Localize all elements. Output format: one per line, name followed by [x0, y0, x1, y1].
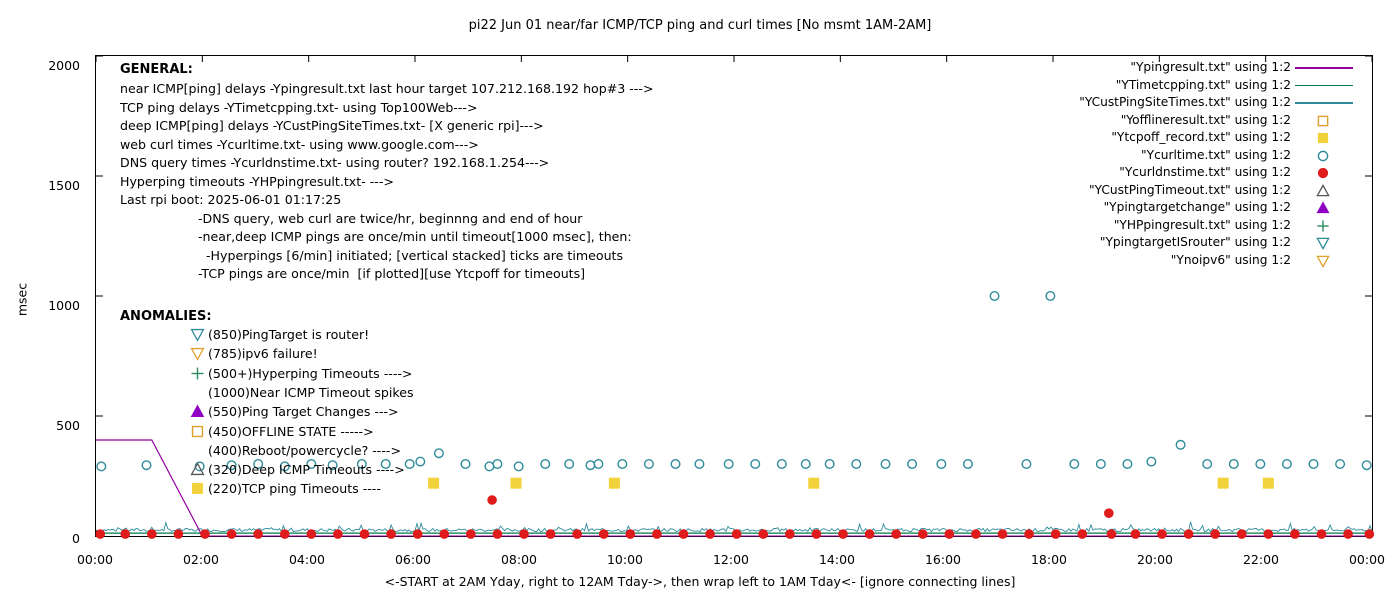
legend-key-triangle-up-open-icon: [1295, 183, 1353, 199]
legend-key-line-icon: [1295, 78, 1353, 94]
anomaly-plus-icon: [190, 366, 206, 382]
general-line-6: Last rpi boot: 2025-06-01 01:17:25: [120, 192, 342, 207]
legend-label: "YTimetcpping.txt" using 1:2: [1115, 77, 1291, 92]
y-tick-500: 500: [56, 418, 80, 433]
general-line-4: DNS query times -Ycurldnstime.txt- using router? 192.168.1.254--->: [120, 155, 550, 170]
anomaly-label: (400)Reboot/powercycle? ---->: [208, 442, 401, 458]
legend-label: "Ynoipv6" using 1:2: [1170, 252, 1291, 267]
legend-label: "Ypingresult.txt" using 1:2: [1130, 60, 1291, 74]
legend-label: "Ypingtargetchange" using 1:2: [1103, 200, 1291, 214]
x-tick-11: 22:00: [1242, 552, 1280, 567]
general-line-0: near ICMP[ping] delays -Ypingresult.txt last hour target 107.212.168.192 hop#3 --->: [120, 81, 654, 96]
legend-label: "YHPpingresult.txt" using 1:2: [1113, 217, 1291, 232]
y-tick-1500: 1500: [48, 178, 80, 193]
chart-title: pi22 Jun 01 near/far ICMP/TCP ping and curl times [No msmt 1AM-2AM]: [468, 18, 932, 33]
anomalies-heading: ANOMALIES:: [120, 309, 212, 324]
x-tick-5: 10:00: [606, 552, 644, 567]
anomaly-triangle-up-open-icon: [190, 462, 206, 478]
anomaly-triangle-up-filled-icon: [190, 404, 206, 420]
anomaly-triangle-down-open-icon: [190, 327, 206, 343]
general-heading: GENERAL:: [120, 62, 193, 77]
x-tick-2: 04:00: [288, 552, 326, 567]
general-line-3: web curl times -Ycurltime.txt- using www.google.com--->: [120, 136, 479, 152]
x-tick-12: 00:00: [1348, 552, 1386, 567]
general-subline-2: -Hyperpings [6/min] initiated; [vertical stacked] ticks are timeouts: [206, 247, 624, 263]
legend-label: "Ytcpoff_record.txt" using 1:2: [1111, 130, 1291, 144]
legend-label: "YCustPingTimeout.txt" using 1:2: [1089, 182, 1291, 197]
anomaly-label: (550)Ping Target Changes --->: [208, 404, 399, 420]
general-line-2: deep ICMP[ping] delays -YCustPingSiteTimes.txt- [X generic rpi]--->: [120, 118, 544, 133]
anomaly-label: (220)TCP ping Timeouts ----: [208, 481, 381, 497]
anomaly-label: (450)OFFLINE STATE ----->: [208, 423, 374, 439]
general-subline-1: -near,deep ICMP pings are once/min until timeout[1000 msec], then:: [198, 229, 632, 244]
x-tick-7: 14:00: [818, 552, 856, 567]
anomaly-label: (785)ipv6 failure!: [208, 346, 318, 362]
y-tick-0: 0: [72, 531, 80, 546]
legend-key-circle-open-icon: [1295, 148, 1353, 164]
x-tick-1: 02:00: [182, 552, 220, 567]
general-annotations: [120, 62, 654, 284]
legend-key-square-open-icon: [1295, 113, 1353, 129]
legend-label: "YCustPingSiteTimes.txt" using 1:2: [1079, 95, 1291, 109]
legend-key-line-icon: [1295, 60, 1353, 76]
anomaly-square-open-icon: [190, 424, 206, 440]
anomalies-list: [190, 327, 610, 507]
anomaly-triangle-down-open-orange-icon: [190, 346, 206, 362]
legend-key-triangle-down-open-orange-icon: [1295, 253, 1353, 269]
legend-label: "Ycurldnstime.txt" using 1:2: [1119, 165, 1291, 179]
x-tick-10: 20:00: [1136, 552, 1174, 567]
x-tick-6: 12:00: [712, 552, 750, 567]
anomaly-square-filled-icon: [190, 481, 206, 497]
general-line-1: TCP ping delays -YTimetcpping.txt- using Top100Web--->: [120, 99, 478, 115]
x-tick-8: 16:00: [924, 552, 962, 567]
legend-label: "Yofflineresult.txt" using 1:2: [1120, 112, 1291, 127]
x-tick-3: 06:00: [394, 552, 432, 567]
general-subline-3: -TCP pings are once/min [if plotted][use Ytcpoff for timeouts]: [198, 266, 586, 281]
legend: [1000, 60, 1380, 300]
y-tick-2000: 2000: [48, 58, 80, 73]
anomaly-none-icon: [190, 443, 206, 459]
legend-key-circle-filled-icon: [1295, 165, 1353, 181]
anomaly-label: (850)PingTarget is router!: [208, 327, 370, 342]
legend-key-line-icon: [1295, 95, 1353, 111]
legend-label: "YpingtargetISrouter" using 1:2: [1099, 235, 1291, 249]
y-axis-label: msec: [14, 282, 30, 317]
anomaly-label: (320)Deep ICMP Timeouts ---->: [208, 462, 405, 478]
legend-label: "Ycurltime.txt" using 1:2: [1141, 147, 1291, 162]
legend-key-triangle-up-filled-icon: [1295, 200, 1353, 216]
x-axis-caption: <-START at 2AM Yday, right to 12AM Tday->, then wrap left to 1AM Tday<- [ignore connecting lines]: [384, 574, 1016, 589]
anomaly-label: (500+)Hyperping Timeouts ---->: [208, 365, 413, 381]
x-tick-0: 00:00: [76, 552, 114, 567]
legend-key-plus-icon: [1295, 218, 1353, 234]
y-tick-1000: 1000: [48, 298, 80, 313]
x-tick-4: 08:00: [500, 552, 538, 567]
legend-key-square-filled-icon: [1295, 130, 1353, 146]
x-tick-9: 18:00: [1030, 552, 1068, 567]
legend-key-triangle-down-open-icon: [1295, 235, 1353, 251]
anomaly-none-icon: [190, 385, 206, 401]
general-line-5: Hyperping timeouts -YHPpingresult.txt- --->: [120, 173, 394, 189]
anomaly-label: (1000)Near ICMP Timeout spikes: [208, 384, 414, 400]
general-subline-0: -DNS query, web curl are twice/hr, beginnng and end of hour: [198, 210, 583, 226]
